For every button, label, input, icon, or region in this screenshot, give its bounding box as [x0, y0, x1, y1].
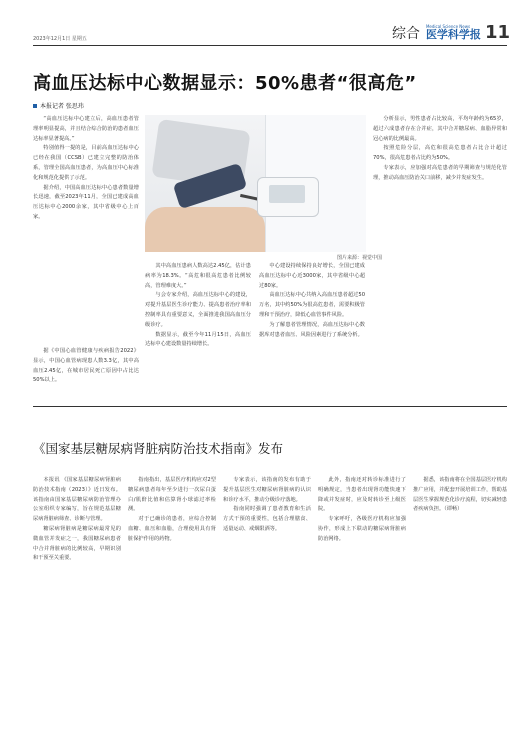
photo-monitor-screen [269, 185, 305, 203]
logo-chinese: 医学科学报 [425, 28, 481, 41]
paragraph: 指南指出，基层医疗机构应对2型糖尿病患者每年至少进行一次尿白蛋白/肌酐比值和估算肾小球滤过率检测。 [128, 477, 216, 513]
paragraph: 特别值得一提的是，目前高血压达标中心已经在我国（CCSB）已建立完整的防治体系，管理全国高血压患者，为高血压中心标准化和规范化提供了示范。 [33, 145, 139, 181]
paragraph: 与会专家介绍，高血压达标中心的建设，对提升基层医生诊疗能力、提高患者治疗率和控制率具有重要意义，全面推进我国高血压分级诊疗。 [145, 292, 251, 328]
paragraph: 专家呼吁，各级医疗机构应加强协作，形成上下联动的糖尿病肾脏病防治网络。 [318, 516, 406, 542]
newspaper-logo [426, 25, 481, 40]
article2-column-2 [128, 476, 216, 716]
article2-column-4 [318, 476, 406, 716]
article1-headline: 高血压达标中心数据显示：50%患者“很高危” [33, 73, 417, 94]
article2-column-5 [413, 476, 507, 716]
paragraph: 中心建设持续保持良好增长，全国已建成高血压达标中心近3000家，其中省级中心超过80家。 [259, 263, 365, 289]
paragraph: 专家表示，该指南的发布有助于提升基层医生对糖尿病肾脏病的认识和诊疗水平，推动分级诊疗落地。 [223, 477, 311, 503]
issue-date: 2023年12月1日 星期五 [33, 36, 87, 42]
paragraph: 据介绍，中国高血压达标中心患者数量增长迅速，截至2023年11月，全国已建成高血压达标中心2000余家，其中省级中心上百家。 [33, 184, 139, 220]
article1-column-3 [145, 262, 251, 398]
paragraph: 为了解患者管理情况，高血压达标中心数据库对患者血压、风险因素进行了系统分析。 [259, 321, 365, 338]
paragraph: 此外，指南还对转诊标准进行了明确规定，当患者出现肾功能快速下降或并发症时，应及时转诊至上级医院。 [318, 477, 406, 513]
article1-column-4 [259, 262, 365, 398]
paragraph: 据悉，该指南将在全国基层医疗机构推广应用，并配套开展培训工作，帮助基层医生掌握规范化诊疗流程，切实减轻患者疾病负担。（谭畅） [413, 477, 507, 513]
article1-column-5 [373, 115, 507, 398]
paragraph: 高血压达标中心共纳入高血压患者超过50万名，其中约50%为很高危患者，需要积极管理和干预治疗，降低心血管事件风险。 [259, 292, 365, 318]
article1-byline [33, 101, 84, 110]
paragraph: 数据显示，截至今年11月15日，高血压达标中心建设数量持续增长。 [145, 331, 251, 348]
article1-column-1 [33, 115, 139, 347]
paragraph: 分析显示，男性患者占比较高，平均年龄约为65岁，超过六成患者存在合并症，其中合并糖尿病、血脂异常和冠心病的比例最高。 [373, 116, 507, 142]
section-name: 综合 [391, 25, 420, 42]
photo-credit: 图片来源：视觉中国 [337, 255, 383, 261]
article2-column-3 [223, 476, 311, 716]
paragraph: 对于已确诊的患者，应综合控制血糖、血压和血脂，合理使用具有肾脏保护作用的药物。 [128, 516, 216, 542]
article1-column-2 [33, 347, 139, 397]
paragraph: 本报讯 《国家基层糖尿病肾脏病防治技术指南（2023）》近日发布。该指南由国家基层糖尿病防治管理办公室组织专家编写，旨在规范基层糖尿病肾脏病筛查、诊断与管理。 [33, 477, 121, 523]
article2-headline: 《国家基层糖尿病肾脏病防治技术指南》发布 [33, 441, 284, 456]
paragraph: 糖尿病肾脏病是糖尿病最常见的微血管并发症之一，我国糖尿病患者中合并肾脏病的比例较高，早期识别和干预至关重要。 [33, 525, 121, 562]
header-rule [33, 45, 507, 46]
paragraph: 按照危险分层，高危和很高危患者占比合计超过70%，很高危患者占比约为50%。 [373, 145, 507, 162]
article-divider [33, 406, 507, 407]
paragraph: 专家表示，应加强对高危患者的早期筛查与规范化管理，推动高血压防治关口前移，减少并发症发生。 [373, 164, 507, 181]
blood-pressure-photo [145, 115, 366, 252]
article2-column-1 [33, 476, 121, 716]
page-number: 11 [484, 22, 510, 43]
paragraph: 指南同时强调了患者教育和生活方式干预的重要性，包括合理膳食、适量运动、戒烟限酒等。 [223, 506, 311, 532]
paragraph: 据《中国心血管健康与疾病报告2022》显示，中国心血管病现患人数3.3亿，其中高血压2.45亿，在城市居民死亡原因中占比达50%以上。 [33, 348, 139, 384]
byline-marker-icon [33, 104, 37, 108]
masthead [392, 22, 510, 43]
logo-english: Medical Science News [425, 24, 471, 29]
photo-arm [145, 207, 265, 252]
paragraph: “高血压达标中心建立后，高血压患者管理率明显提高，并且结合综合防治的患者血压达标率显著提高。” [33, 116, 139, 142]
byline-text: 本报记者 张思玮 [40, 103, 84, 110]
paragraph: 其中高血压患病人数高达2.45亿，估计患病率为18.3%。“高危和很高危患者比例较高，管理难度大。” [145, 263, 251, 289]
